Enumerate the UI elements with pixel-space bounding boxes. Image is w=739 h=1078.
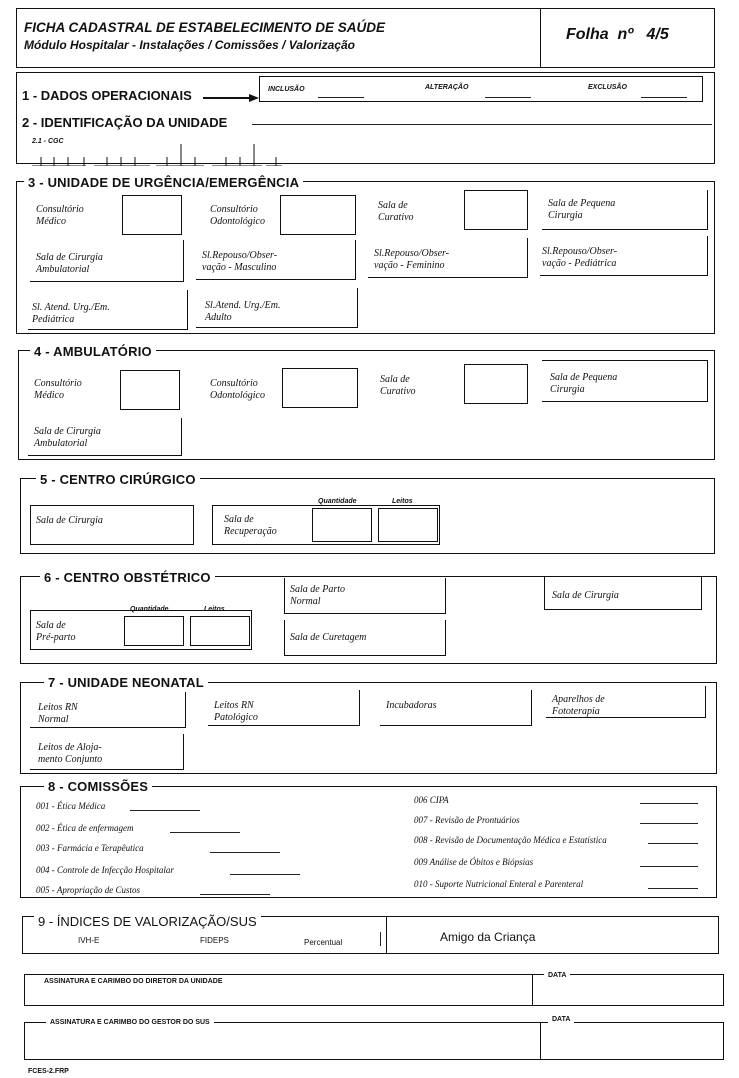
s6-curetagem-label: Sala de Curetagem <box>290 632 367 643</box>
s6-leitos-label: Leitos <box>204 606 225 613</box>
fideps-label: FIDEPS <box>200 936 229 945</box>
s5-leitos-label: Leitos <box>392 498 413 505</box>
percentual-divider <box>380 932 381 946</box>
option-inclusao[interactable]: INCLUSÃO <box>268 86 305 93</box>
s7-item-1-field[interactable] <box>30 692 186 728</box>
s4-item-2: Consultório Odontológico <box>210 378 265 401</box>
s4-item-3-field[interactable] <box>464 364 528 404</box>
s4-item-1-field[interactable] <box>120 370 180 410</box>
s6-curetagem-field[interactable] <box>284 620 446 656</box>
s3-item-3-field[interactable] <box>464 190 528 230</box>
s3-item-1-field[interactable] <box>122 195 182 235</box>
s5-qty-label: Quantidade <box>318 498 357 505</box>
s3-item-8-field[interactable] <box>540 236 708 276</box>
s7-item-1: Leitos RN Normal <box>38 702 78 725</box>
cgc-input[interactable] <box>32 140 282 166</box>
commission-008[interactable]: 008 - Revisão de Documentação Médica e Estatística <box>414 835 607 845</box>
folha-number: Folha nº 4/5 <box>566 26 669 43</box>
s6-qty-label: Quantidade <box>130 606 169 613</box>
s6-parto-field[interactable] <box>284 578 446 614</box>
s4-item-4: Sala de Pequena Cirurgia <box>550 372 618 395</box>
section-9-title: 9 - ÍNDICES DE VALORIZAÇÃO/SUS <box>34 914 261 929</box>
s7-item-5: Leitos de Aloja- mento Conjunto <box>38 742 103 765</box>
percentual-label: Percentual <box>304 938 343 947</box>
s7-item-2: Leitos RN Patológico <box>214 700 258 723</box>
data-diretor-label: DATA <box>544 972 570 979</box>
s3-item-6: Sl.Repouso/Obser- vação - Masculino <box>202 250 278 273</box>
s3-item-9: Sl. Atend. Urg./Em. Pediátrica <box>32 302 110 325</box>
s7-item-3-field[interactable] <box>380 690 532 726</box>
s3-item-2-field[interactable] <box>280 195 356 235</box>
commission-009[interactable]: 009 Análise de Óbitos e Biópsias <box>414 857 534 867</box>
s3-item-5-field[interactable] <box>30 240 184 282</box>
s3-item-7-field[interactable] <box>368 238 528 278</box>
s7-item-4-field[interactable] <box>546 686 706 718</box>
data-gestor-label: DATA <box>548 1016 574 1023</box>
amigo-crianca-field[interactable] <box>386 916 719 954</box>
s6-cirurgia-label: Sala de Cirurgia <box>552 590 619 601</box>
s3-item-3: Sala de Curativo <box>378 200 414 223</box>
section-7-title: 7 - UNIDADE NEONATAL <box>44 675 208 690</box>
cgc-label: 2.1 - CGC <box>32 138 64 145</box>
commission-010[interactable]: 010 - Suporte Nutricional Enteral e Parenteral <box>414 879 584 889</box>
s7-item-5-field[interactable] <box>30 734 184 770</box>
s3-item-7: Sl.Repouso/Obser- vação - Feminino <box>374 248 450 271</box>
s3-item-2: Consultório Odontológico <box>210 204 265 227</box>
s6-preparto-label: Sala de Pré-parto <box>36 620 76 643</box>
s7-item-3: Incubadoras <box>386 700 437 711</box>
section-5-title: 5 - CENTRO CIRÚRGICO <box>36 472 200 487</box>
s5-leitos-field[interactable] <box>378 508 438 542</box>
s3-item-4: Sala de Pequena Cirurgia <box>548 198 616 221</box>
commission-003[interactable]: 003 - Farmácia e Terapêutica <box>36 843 144 853</box>
s5-cirurgia-label: Sala de Cirurgia <box>36 515 103 526</box>
s4-item-5: Sala de Cirurgia Ambulatorial <box>34 426 101 449</box>
signature-gestor-divider <box>540 1022 541 1060</box>
s3-item-10: Sl.Atend. Urg./Em. Adulto <box>205 300 281 323</box>
s6-cirurgia-field[interactable] <box>544 576 702 610</box>
commission-001[interactable]: 001 - Ética Médica <box>36 801 106 811</box>
ivh-label: IVH-E <box>78 936 100 945</box>
s6-qty-field[interactable] <box>124 616 184 646</box>
section-8-title: 8 - COMISSÕES <box>44 779 152 794</box>
signature-gestor-box[interactable] <box>24 1022 724 1060</box>
signature-diretor-divider <box>532 974 533 1006</box>
s5-recuperacao-label: Sala de Recuperação <box>224 514 277 537</box>
commission-002[interactable]: 002 - Ética de enfermagem <box>36 823 134 833</box>
s6-leitos-field[interactable] <box>190 616 250 646</box>
form-subtitle: Módulo Hospitalar - Instalações / Comissões / Valorização <box>24 38 355 52</box>
arrow-icon <box>203 90 259 100</box>
s3-item-6-field[interactable] <box>196 240 356 280</box>
s3-item-4-field[interactable] <box>542 190 708 230</box>
s4-item-5-field[interactable] <box>28 418 182 456</box>
operation-options-box <box>259 76 703 102</box>
s4-item-1: Consultório Médico <box>34 378 82 401</box>
option-alteracao[interactable]: ALTERAÇÃO <box>425 84 469 91</box>
s4-item-4-field[interactable] <box>542 360 708 402</box>
signature-gestor-label: ASSINATURA E CARIMBO DO GESTOR DO SUS <box>46 1019 214 1026</box>
s3-item-10-field[interactable] <box>196 288 358 328</box>
section-2-title: 2 - IDENTIFICAÇÃO DA UNIDADE <box>22 115 228 130</box>
s4-item-2-field[interactable] <box>282 368 358 408</box>
section-6-title: 6 - CENTRO OBSTÉTRICO <box>40 570 215 585</box>
commission-005[interactable]: 005 - Apropriação de Custos <box>36 885 141 895</box>
commission-004[interactable]: 004 - Controle de Infecção Hospitalar <box>36 865 174 875</box>
s4-item-3: Sala de Curativo <box>380 374 416 397</box>
s5-qty-field[interactable] <box>312 508 372 542</box>
s7-item-4: Aparelhos de Fototerapia <box>552 694 605 717</box>
form-title: FICHA CADASTRAL DE ESTABELECIMENTO DE SAÚDE <box>24 20 386 35</box>
s3-item-9-field[interactable] <box>28 290 188 330</box>
s3-item-8: Sl.Repouso/Obser- vação - Pediátrica <box>542 246 618 269</box>
s5-cirurgia-field[interactable] <box>30 505 194 545</box>
amigo-crianca-label: Amigo da Criança <box>440 930 536 944</box>
footer-code: FCES-2.FRP <box>28 1068 69 1075</box>
option-exclusao[interactable]: EXCLUSÃO <box>588 84 627 91</box>
commission-006[interactable]: 006 CIPA <box>414 795 449 805</box>
s3-item-5: Sala de Cirurgia Ambulatorial <box>36 252 103 275</box>
commission-007[interactable]: 007 - Revisão de Prontuários <box>414 815 520 825</box>
signature-diretor-label: ASSINATURA E CARIMBO DO DIRETOR DA UNIDADE <box>40 978 227 985</box>
section-3-title: 3 - UNIDADE DE URGÊNCIA/EMERGÊNCIA <box>24 175 303 190</box>
s3-item-1: Consultório Médico <box>36 204 84 227</box>
s7-item-2-field[interactable] <box>208 690 360 726</box>
header-divider <box>540 8 541 68</box>
s6-parto-label: Sala de Parto Normal <box>290 584 345 607</box>
section-1-title: 1 - DADOS OPERACIONAIS <box>22 88 192 103</box>
section-4-title: 4 - AMBULATÓRIO <box>30 344 156 359</box>
